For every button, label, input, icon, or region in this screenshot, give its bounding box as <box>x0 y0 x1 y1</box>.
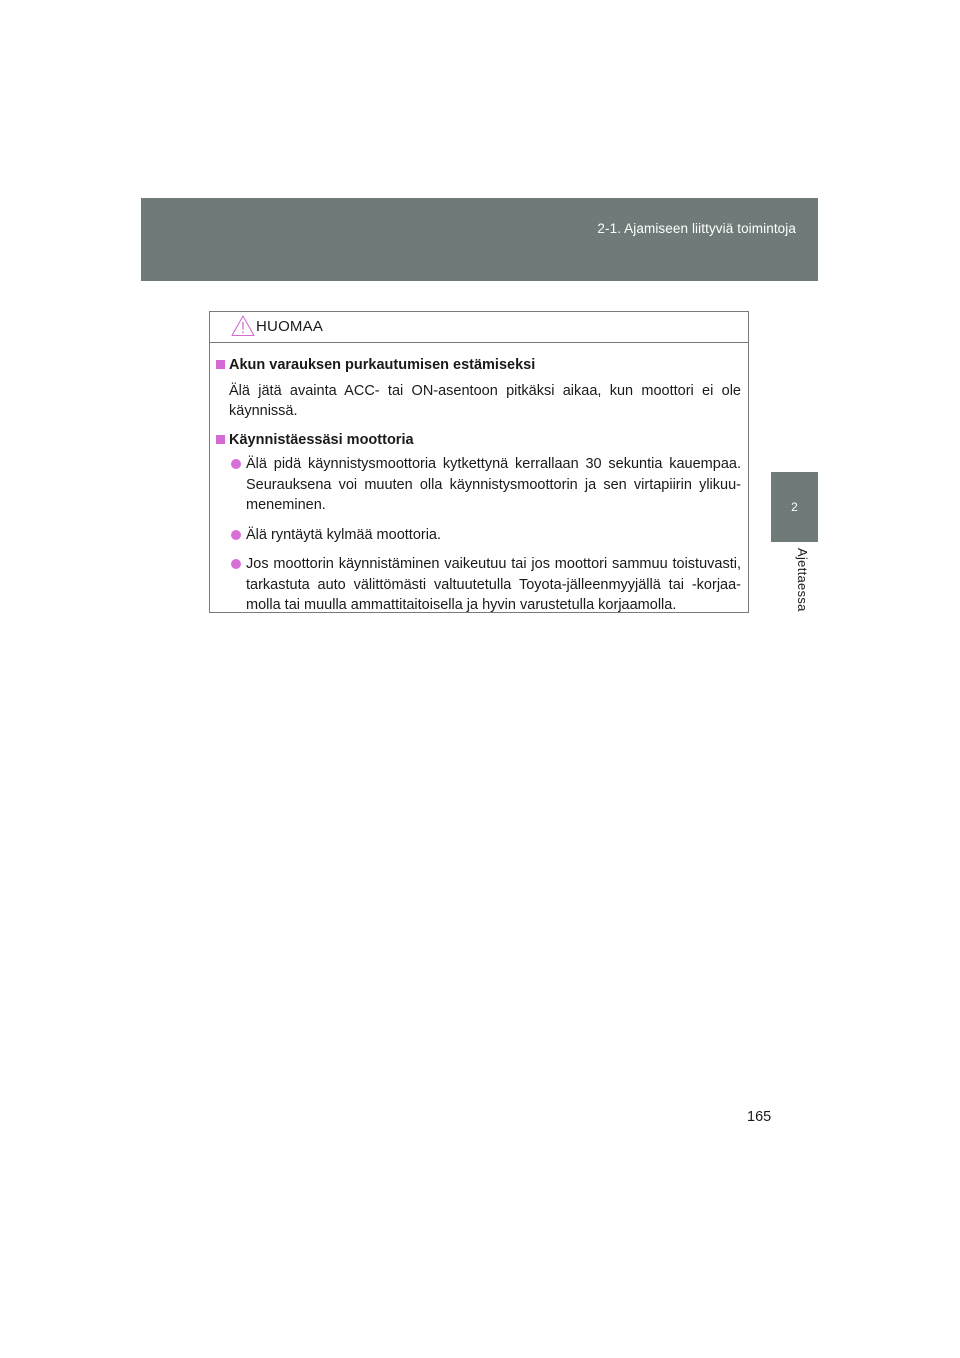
notice-body <box>210 343 748 616</box>
warning-triangle-icon <box>231 315 255 337</box>
section-text: Älä jätä avainta ACC- tai ON-asentoon pitkäksi aikaa, kun moottori ei ole käynnissä. <box>229 382 741 419</box>
round-bullet-icon <box>231 559 241 569</box>
list-item: Älä ryntäytä kylmää moottoria. <box>216 525 741 546</box>
square-bullet-icon <box>216 435 225 444</box>
section-heading: Käynnistäessäsi moottoria <box>216 430 741 451</box>
page-number: 165 <box>747 1109 772 1125</box>
section-heading: Akun varauksen purkautumisen estämiseksi <box>216 355 741 376</box>
header-band <box>141 198 818 281</box>
list-item: Jos moottorin käynnistäminen vaikeutuu tai jos moottori sammuu toistuvasti, tarkastuta auto välittömästi valtuutetulla Toyota-jälleenmyyjällä tai -korjaa-molla tai muulla ammattitaitoisella ja hyvin varustetulla korjaamolla. <box>216 554 741 616</box>
notice-box <box>209 311 749 613</box>
chapter-label: Ajettaessa <box>795 548 810 612</box>
list-item: Älä pidä käynnistysmoottoria kytkettynä kerrallaan 30 sekuntia kauempaa. Seurauksena voi muuten olla käynnistysmoottorin ja sen virtapiirin ylikuu-meneminen. <box>216 454 741 516</box>
bullet-list <box>216 454 741 616</box>
notice-title: HUOMAA <box>256 318 324 335</box>
round-bullet-icon <box>231 459 241 469</box>
chapter-number: 2 <box>791 500 798 514</box>
notice-header <box>210 312 748 343</box>
round-bullet-icon <box>231 530 241 540</box>
section-title: 2-1. Ajamiseen liittyviä toimintoja <box>597 221 796 236</box>
square-bullet-icon <box>216 360 225 369</box>
chapter-tab[interactable] <box>771 472 818 542</box>
